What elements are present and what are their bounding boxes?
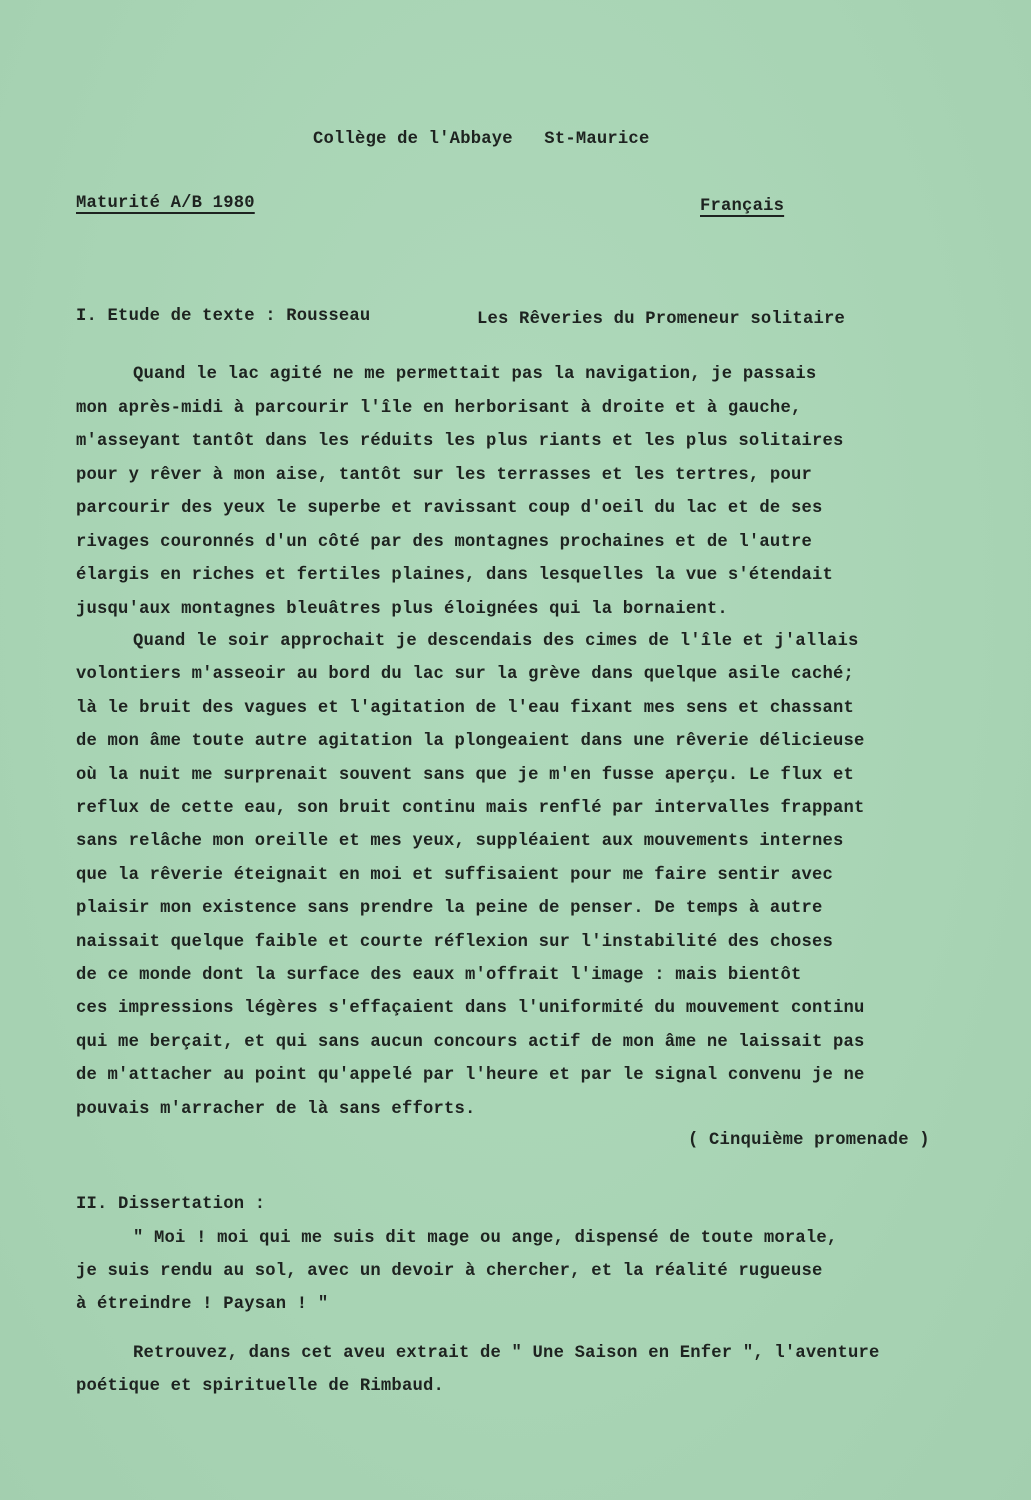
text-line: pour y rêver à mon aise, tantôt sur les terrasses et les tertres, pour <box>76 465 812 485</box>
text-line: Quand le soir approchait je descendais des cimes de l'île et j'allais <box>133 632 859 651</box>
text-line: à étreindre ! Paysan ! " <box>76 1295 329 1314</box>
subject-title: Français <box>700 197 785 216</box>
text-line: je suis rendu au sol, avec un devoir à chercher, et la réalité rugueuse <box>76 1262 823 1281</box>
institution-header: Collège de l'Abbaye St-Maurice <box>313 130 650 149</box>
text-line: reflux de cette eau, son bruit continu mais renflé par intervalles frappant <box>76 799 865 818</box>
text-line: là le bruit des vagues et l'agitation de l'eau fixant mes sens et chassant <box>76 698 855 718</box>
text-line: ces impressions légères s'effaçaient dans l'uniformité du mouvement continu <box>76 999 865 1019</box>
text-line: de mon âme toute autre agitation la plongeaient dans une rêverie délicieuse <box>76 732 865 752</box>
text-line: qui me berçait, et qui sans aucun concours actif de mon âme ne laissait pas <box>76 1032 865 1052</box>
text-line: sans relâche mon oreille et mes yeux, suppléaient aux mouvements internes <box>76 832 844 852</box>
text-line: Retrouvez, dans cet aveu extrait de " Une Saison en Enfer ", l'aventure <box>133 1344 880 1363</box>
source-citation: ( Cinquième promenade ) <box>688 1131 930 1150</box>
text-line: de ce monde dont la surface des eaux m'offrait l'image : mais bientôt <box>76 966 802 985</box>
text-line: mon après-midi à parcourir l'île en herborisant à droite et à gauche, <box>76 398 802 418</box>
text-line: poétique et spirituelle de Rimbaud. <box>76 1377 444 1396</box>
part1-heading: I. Etude de texte : Rousseau <box>76 307 371 326</box>
text-line: où la nuit me surprenait souvent sans que je m'en fusse aperçu. Le flux et <box>76 765 855 785</box>
part1-work-title: Les Rêveries du Promeneur solitaire <box>477 310 845 329</box>
text-line: m'asseyant tantôt dans les réduits les plus riants et les plus solitaires <box>76 432 844 451</box>
part2-heading: II. Dissertation : <box>76 1195 266 1214</box>
text-line: volontiers m'asseoir au bord du lac sur la grève dans quelque asile caché; <box>76 665 855 685</box>
exam-title: Maturité A/B 1980 <box>76 194 255 213</box>
text-line: Quand le lac agité ne me permettait pas la navigation, je passais <box>133 365 817 384</box>
text-line: plaisir mon existence sans prendre la peine de penser. De temps à autre <box>76 899 823 919</box>
text-line: élargis en riches et fertiles plaines, dans lesquelles la vue s'étendait <box>76 566 834 585</box>
text-line: rivages couronnés d'un côté par des montagnes prochaines et de l'autre <box>76 532 812 552</box>
text-line: " Moi ! moi qui me suis dit mage ou ange, dispensé de toute morale, <box>133 1229 838 1248</box>
text-line: naissait quelque faible et courte réflexion sur l'instabilité des choses <box>76 932 834 952</box>
text-line: que la rêverie éteignait en moi et suffisaient pour me faire sentir avec <box>76 865 834 885</box>
text-line: parcourir des yeux le superbe et ravissant coup d'oeil du lac et de ses <box>76 499 823 518</box>
text-line: de m'attacher au point qu'appelé par l'heure et par le signal convenu je ne <box>76 1066 865 1086</box>
text-line: pouvais m'arracher de là sans efforts. <box>76 1099 476 1119</box>
text-line: jusqu'aux montagnes bleuâtres plus éloignées qui la bornaient. <box>76 599 728 619</box>
